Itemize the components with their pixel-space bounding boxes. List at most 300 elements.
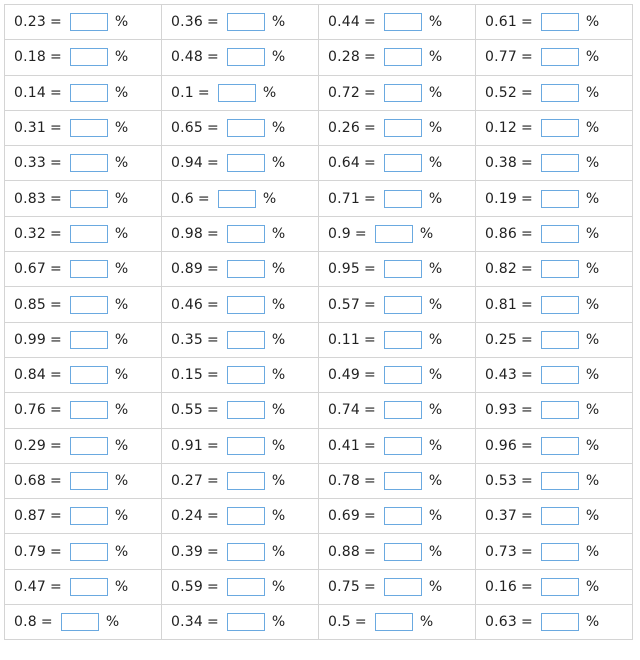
problem-cell (319, 146, 476, 181)
problem-cell (319, 5, 476, 40)
percent-answer-input[interactable] (61, 613, 99, 631)
percent-sign: % (428, 543, 443, 560)
percent-sign: % (271, 225, 286, 242)
decimal-value: 0.82 (485, 261, 517, 278)
percent-sign: % (428, 578, 443, 595)
percent-answer-input[interactable] (227, 578, 265, 596)
percent-answer-input[interactable] (384, 84, 422, 102)
percent-answer-input[interactable] (227, 225, 265, 243)
worksheet-row (5, 40, 633, 75)
decimal-value: 0.25 (485, 331, 517, 348)
decimal-value: 0.87 (14, 508, 46, 525)
decimal-value: 0.8 (14, 614, 37, 631)
decimal-to-percent-worksheet (4, 4, 633, 640)
equals-sign: = (49, 508, 62, 525)
percent-sign: % (585, 543, 600, 560)
percent-answer-input[interactable] (541, 543, 579, 561)
percent-answer-input[interactable] (227, 472, 265, 490)
percent-sign: % (114, 437, 129, 454)
problem-cell (319, 605, 476, 640)
equals-sign: = (49, 190, 62, 207)
percent-sign: % (419, 225, 434, 242)
percent-answer-input[interactable] (227, 366, 265, 384)
decimal-value: 0.34 (171, 614, 203, 631)
percent-sign: % (114, 261, 129, 278)
decimal-value: 0.91 (171, 437, 203, 454)
percent-sign: % (114, 508, 129, 525)
equals-sign: = (49, 49, 62, 66)
equals-sign: = (363, 155, 376, 172)
percent-answer-input[interactable] (541, 578, 579, 596)
equals-sign: = (206, 402, 219, 419)
percent-answer-input[interactable] (70, 84, 108, 102)
equals-sign: = (520, 331, 533, 348)
equals-sign: = (363, 120, 376, 137)
percent-answer-input[interactable] (384, 296, 422, 314)
equals-sign: = (363, 367, 376, 384)
percent-sign: % (419, 614, 434, 631)
percent-sign: % (114, 190, 129, 207)
percent-answer-input[interactable] (70, 401, 108, 419)
percent-sign: % (585, 473, 600, 489)
worksheet-row (5, 569, 633, 604)
problem-cell (5, 146, 162, 181)
decimal-value: 0.69 (328, 508, 360, 525)
problem-cell (476, 322, 633, 357)
percent-answer-input[interactable] (541, 190, 579, 208)
problem-cell (476, 393, 633, 428)
problem-cell (319, 534, 476, 569)
decimal-value: 0.75 (328, 578, 360, 595)
percent-sign: % (428, 261, 443, 278)
decimal-value: 0.29 (14, 437, 46, 454)
percent-answer-input[interactable] (541, 366, 579, 384)
percent-sign: % (585, 402, 600, 419)
percent-answer-input[interactable] (541, 507, 579, 525)
percent-answer-input[interactable] (70, 13, 108, 31)
percent-answer-input[interactable] (70, 225, 108, 243)
problem-cell (162, 463, 319, 498)
percent-answer-input[interactable] (70, 296, 108, 314)
decimal-value: 0.76 (14, 402, 46, 419)
equals-sign: = (520, 155, 533, 172)
percent-sign: % (585, 155, 600, 172)
equals-sign: = (520, 578, 533, 595)
problem-cell (476, 569, 633, 604)
percent-sign: % (428, 84, 443, 101)
percent-answer-input[interactable] (227, 507, 265, 525)
problem-cell (476, 499, 633, 534)
worksheet-row (5, 252, 633, 287)
problem-cell (5, 252, 162, 287)
worksheet-row (5, 605, 633, 640)
decimal-value: 0.18 (14, 49, 46, 66)
percent-answer-input[interactable] (227, 543, 265, 561)
percent-answer-input[interactable] (375, 613, 413, 631)
equals-sign: = (520, 261, 533, 278)
worksheet-row (5, 110, 633, 145)
decimal-value: 0.15 (171, 367, 203, 384)
equals-sign: = (49, 367, 62, 384)
equals-sign: = (206, 331, 219, 348)
equals-sign: = (206, 578, 219, 595)
percent-answer-input[interactable] (384, 119, 422, 137)
decimal-value: 0.16 (485, 578, 517, 595)
percent-answer-input[interactable] (541, 154, 579, 172)
worksheet-row (5, 75, 633, 110)
decimal-value: 0.63 (485, 614, 517, 631)
problem-cell (162, 110, 319, 145)
decimal-value: 0.44 (328, 14, 360, 31)
decimal-value: 0.46 (171, 296, 203, 313)
decimal-value: 0.1 (171, 84, 194, 101)
worksheet-row (5, 5, 633, 40)
percent-answer-input[interactable] (384, 190, 422, 208)
problem-cell (476, 75, 633, 110)
decimal-value: 0.11 (328, 331, 360, 348)
percent-sign: % (114, 84, 129, 101)
problem-cell (476, 181, 633, 216)
percent-answer-input[interactable] (70, 190, 108, 208)
percent-answer-input[interactable] (384, 543, 422, 561)
percent-answer-input[interactable] (541, 613, 579, 631)
problem-cell (476, 110, 633, 145)
equals-sign: = (49, 261, 62, 278)
decimal-value: 0.9 (328, 225, 351, 242)
percent-answer-input[interactable] (70, 507, 108, 525)
problem-cell (319, 393, 476, 428)
decimal-value: 0.67 (14, 261, 46, 278)
decimal-value: 0.93 (485, 402, 517, 419)
percent-answer-input[interactable] (384, 401, 422, 419)
worksheet-row (5, 499, 633, 534)
decimal-value: 0.41 (328, 437, 360, 454)
percent-answer-input[interactable] (384, 578, 422, 596)
percent-answer-input[interactable] (541, 260, 579, 278)
decimal-value: 0.88 (328, 543, 360, 560)
percent-answer-input[interactable] (227, 331, 265, 349)
equals-sign: = (520, 225, 533, 242)
problem-cell (5, 605, 162, 640)
decimal-value: 0.53 (485, 473, 517, 489)
percent-answer-input[interactable] (70, 260, 108, 278)
worksheet-row (5, 181, 633, 216)
equals-sign: = (363, 508, 376, 525)
equals-sign: = (363, 402, 376, 419)
percent-answer-input[interactable] (227, 260, 265, 278)
percent-sign: % (585, 49, 600, 66)
equals-sign: = (520, 614, 533, 631)
problem-cell (319, 569, 476, 604)
problem-cell (476, 5, 633, 40)
percent-answer-input[interactable] (541, 331, 579, 349)
percent-answer-input[interactable] (227, 48, 265, 66)
percent-answer-input[interactable] (541, 13, 579, 31)
percent-sign: % (271, 578, 286, 595)
problem-cell (5, 287, 162, 322)
percent-sign: % (585, 367, 600, 384)
percent-answer-input[interactable] (384, 472, 422, 490)
problem-cell (5, 181, 162, 216)
equals-sign: = (363, 84, 376, 101)
equals-sign: = (520, 84, 533, 101)
percent-sign: % (428, 190, 443, 207)
equals-sign: = (363, 14, 376, 31)
problem-cell (476, 534, 633, 569)
problem-cell (5, 216, 162, 251)
percent-answer-input[interactable] (227, 613, 265, 631)
percent-answer-input[interactable] (541, 296, 579, 314)
equals-sign: = (520, 543, 533, 560)
equals-sign: = (363, 261, 376, 278)
decimal-value: 0.32 (14, 225, 46, 242)
percent-sign: % (114, 578, 129, 595)
equals-sign: = (363, 190, 376, 207)
problem-cell (5, 428, 162, 463)
percent-answer-input[interactable] (218, 190, 256, 208)
percent-answer-input[interactable] (541, 84, 579, 102)
equals-sign: = (197, 190, 210, 207)
equals-sign: = (49, 473, 62, 489)
problem-cell (319, 322, 476, 357)
problem-cell (162, 40, 319, 75)
problem-cell (5, 499, 162, 534)
percent-answer-input[interactable] (70, 543, 108, 561)
problem-cell (319, 357, 476, 392)
problem-cell (476, 252, 633, 287)
equals-sign: = (206, 614, 219, 631)
equals-sign: = (520, 120, 533, 137)
percent-answer-input[interactable] (70, 119, 108, 137)
decimal-value: 0.94 (171, 155, 203, 172)
percent-answer-input[interactable] (218, 84, 256, 102)
percent-sign: % (428, 120, 443, 137)
decimal-value: 0.65 (171, 120, 203, 137)
percent-answer-input[interactable] (384, 260, 422, 278)
percent-sign: % (428, 367, 443, 384)
equals-sign: = (49, 120, 62, 137)
problem-cell (319, 75, 476, 110)
problem-cell (162, 146, 319, 181)
problem-cell (319, 463, 476, 498)
decimal-value: 0.49 (328, 367, 360, 384)
equals-sign: = (49, 402, 62, 419)
decimal-value: 0.99 (14, 331, 46, 348)
equals-sign: = (49, 225, 62, 242)
decimal-value: 0.6 (171, 190, 194, 207)
equals-sign: = (206, 49, 219, 66)
decimal-value: 0.36 (171, 14, 203, 31)
problem-cell (162, 534, 319, 569)
percent-answer-input[interactable] (541, 472, 579, 490)
equals-sign: = (520, 508, 533, 525)
decimal-value: 0.73 (485, 543, 517, 560)
percent-answer-input[interactable] (541, 48, 579, 66)
problem-cell (5, 463, 162, 498)
percent-answer-input[interactable] (227, 437, 265, 455)
problem-cell (5, 569, 162, 604)
percent-sign: % (585, 120, 600, 137)
decimal-value: 0.83 (14, 190, 46, 207)
problem-cell (476, 287, 633, 322)
problem-cell (162, 322, 319, 357)
percent-answer-input[interactable] (384, 437, 422, 455)
percent-answer-input[interactable] (384, 154, 422, 172)
problem-cell (162, 393, 319, 428)
equals-sign: = (206, 367, 219, 384)
worksheet-row (5, 287, 633, 322)
percent-answer-input[interactable] (70, 437, 108, 455)
equals-sign: = (520, 296, 533, 313)
percent-sign: % (271, 120, 286, 137)
percent-sign: % (585, 437, 600, 454)
percent-sign: % (428, 402, 443, 419)
equals-sign: = (49, 437, 62, 454)
percent-sign: % (585, 84, 600, 101)
percent-sign: % (585, 190, 600, 207)
percent-answer-input[interactable] (375, 225, 413, 243)
percent-answer-input[interactable] (541, 437, 579, 455)
problem-cell (162, 181, 319, 216)
decimal-value: 0.12 (485, 120, 517, 137)
equals-sign: = (49, 84, 62, 101)
decimal-value: 0.57 (328, 296, 360, 313)
decimal-value: 0.77 (485, 49, 517, 66)
problem-cell (476, 357, 633, 392)
percent-answer-input[interactable] (384, 48, 422, 66)
decimal-value: 0.35 (171, 331, 203, 348)
decimal-value: 0.78 (328, 473, 360, 489)
problem-cell (319, 181, 476, 216)
decimal-value: 0.89 (171, 261, 203, 278)
percent-answer-input[interactable] (227, 119, 265, 137)
percent-answer-input[interactable] (227, 296, 265, 314)
percent-answer-input[interactable] (541, 225, 579, 243)
decimal-value: 0.5 (328, 614, 351, 631)
equals-sign: = (49, 578, 62, 595)
percent-sign: % (428, 14, 443, 31)
problem-cell (476, 463, 633, 498)
equals-sign: = (363, 543, 376, 560)
decimal-value: 0.48 (171, 49, 203, 66)
worksheet-row (5, 216, 633, 251)
percent-sign: % (585, 225, 600, 242)
decimal-value: 0.61 (485, 14, 517, 31)
percent-sign: % (271, 155, 286, 172)
percent-answer-input[interactable] (70, 154, 108, 172)
percent-sign: % (585, 296, 600, 313)
problem-cell (5, 40, 162, 75)
percent-sign: % (585, 331, 600, 348)
worksheet-row (5, 146, 633, 181)
percent-sign: % (114, 14, 129, 31)
decimal-value: 0.23 (14, 14, 46, 31)
worksheet-row (5, 534, 633, 569)
percent-answer-input[interactable] (541, 119, 579, 137)
percent-sign: % (428, 331, 443, 348)
worksheet-row (5, 428, 633, 463)
equals-sign: = (363, 296, 376, 313)
percent-answer-input[interactable] (227, 154, 265, 172)
equals-sign: = (363, 473, 376, 489)
percent-answer-input[interactable] (384, 366, 422, 384)
problem-cell (162, 605, 319, 640)
decimal-value: 0.98 (171, 225, 203, 242)
decimal-value: 0.72 (328, 84, 360, 101)
equals-sign: = (206, 296, 219, 313)
problem-cell (162, 216, 319, 251)
decimal-value: 0.31 (14, 120, 46, 137)
equals-sign: = (363, 331, 376, 348)
problem-cell (162, 499, 319, 534)
equals-sign: = (206, 543, 219, 560)
percent-answer-input[interactable] (384, 507, 422, 525)
problem-cell (319, 216, 476, 251)
equals-sign: = (206, 155, 219, 172)
problem-cell (476, 146, 633, 181)
percent-answer-input[interactable] (70, 48, 108, 66)
percent-answer-input[interactable] (70, 366, 108, 384)
equals-sign: = (206, 261, 219, 278)
problem-cell (319, 499, 476, 534)
problem-cell (162, 287, 319, 322)
equals-sign: = (49, 14, 62, 31)
percent-sign: % (114, 296, 129, 313)
percent-answer-input[interactable] (70, 331, 108, 349)
percent-answer-input[interactable] (227, 13, 265, 31)
decimal-value: 0.55 (171, 402, 203, 419)
problem-cell (162, 75, 319, 110)
percent-sign: % (271, 14, 286, 31)
equals-sign: = (520, 49, 533, 66)
percent-sign: % (428, 155, 443, 172)
decimal-value: 0.84 (14, 367, 46, 384)
problem-cell (162, 428, 319, 463)
percent-sign: % (271, 614, 286, 631)
percent-sign: % (271, 296, 286, 313)
equals-sign: = (363, 49, 376, 66)
decimal-value: 0.95 (328, 261, 360, 278)
decimal-value: 0.71 (328, 190, 360, 207)
percent-answer-input[interactable] (70, 578, 108, 596)
decimal-value: 0.14 (14, 84, 46, 101)
percent-sign: % (271, 508, 286, 525)
problem-cell (319, 110, 476, 145)
worksheet-row (5, 322, 633, 357)
percent-answer-input[interactable] (541, 401, 579, 419)
percent-sign: % (585, 14, 600, 31)
percent-sign: % (114, 402, 129, 419)
percent-answer-input[interactable] (227, 401, 265, 419)
problem-cell (476, 40, 633, 75)
decimal-value: 0.37 (485, 508, 517, 525)
problem-cell (5, 110, 162, 145)
percent-sign: % (114, 120, 129, 137)
percent-answer-input[interactable] (384, 331, 422, 349)
percent-answer-input[interactable] (384, 13, 422, 31)
equals-sign: = (40, 614, 53, 631)
percent-answer-input[interactable] (70, 472, 108, 490)
percent-sign: % (271, 473, 286, 489)
problem-cell (319, 40, 476, 75)
percent-sign: % (114, 473, 129, 489)
problem-cell (476, 428, 633, 463)
problem-cell (162, 5, 319, 40)
equals-sign: = (520, 367, 533, 384)
percent-sign: % (271, 49, 286, 66)
percent-sign: % (585, 261, 600, 278)
percent-sign: % (114, 155, 129, 172)
